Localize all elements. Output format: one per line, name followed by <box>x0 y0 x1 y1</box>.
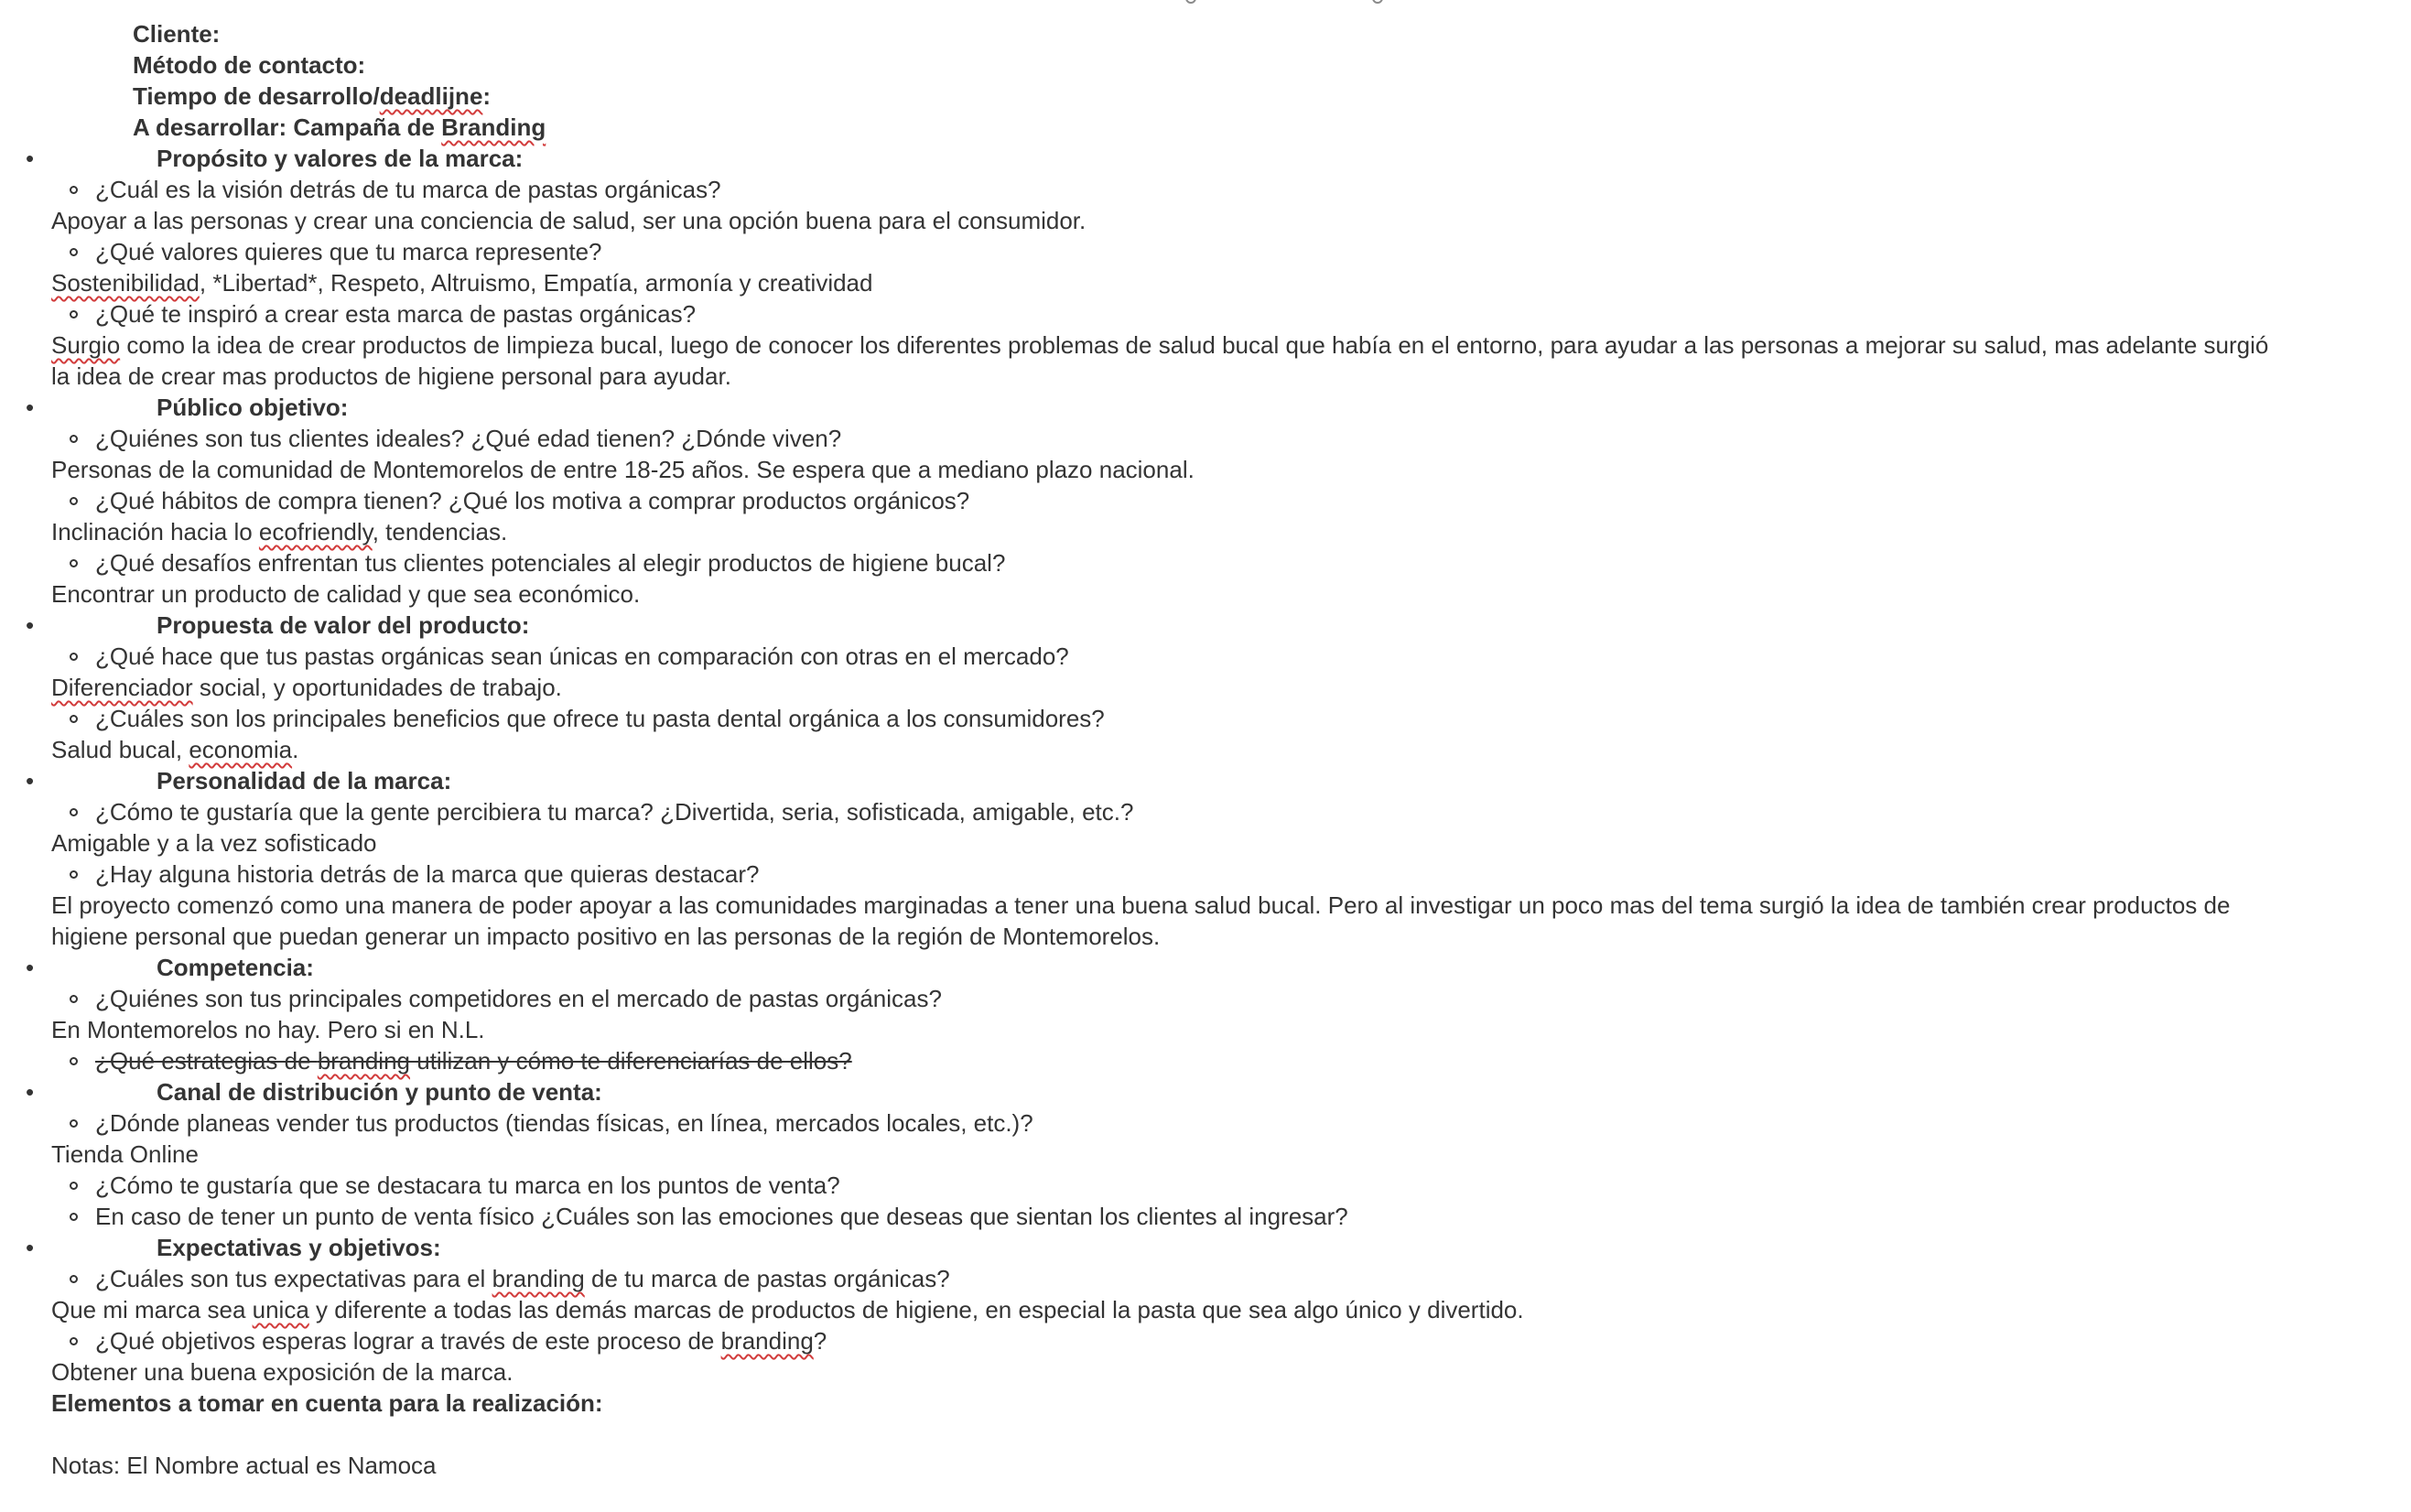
answer-content: y diferente a todas las demás marcas de productos de higiene, en especial la pasta que sea algo único y divertido. <box>308 1296 1524 1323</box>
contact-method-label: Método de contacto: <box>133 51 366 79</box>
circle-bullet-icon <box>70 715 78 723</box>
circle-bullet-icon <box>70 653 78 661</box>
answer-content: Salud bucal, <box>51 736 189 763</box>
bullet-icon: • <box>26 611 35 639</box>
answer-content: Que mi marca sea <box>51 1296 253 1323</box>
question-text: ¿Cómo te gustaría que se destacara tu marca en los puntos de venta? <box>95 1172 840 1199</box>
question-text: ¿Quiénes son tus principales competidores en el mercado de pastas orgánicas? <box>95 985 942 1012</box>
question-item <box>0 1201 2411 1232</box>
contact-method-line <box>0 49 2411 81</box>
misspelled-word: Sostenibilidad <box>51 269 200 297</box>
section-title: Propuesta de valor del producto: <box>157 611 530 639</box>
question-text: En caso de tener un punto de venta físico ¿Cuáles son las emociones que deseas que sientan los clientes al ingresar? <box>95 1203 1348 1230</box>
bullet-icon: • <box>26 145 35 172</box>
question-text: ¿Cómo te gustaría que la gente percibiera tu marca? ¿Divertida, seria, sofisticada, amigable, etc.? <box>95 798 1134 826</box>
answer-text <box>0 1356 2411 1388</box>
document-body[interactable] <box>0 18 2411 1481</box>
circle-bullet-icon <box>70 186 78 194</box>
section-title: Competencia: <box>157 954 314 981</box>
answer-content: Encontrar un producto de calidad y que sea económico. <box>51 580 641 608</box>
bullet-icon: • <box>26 767 35 794</box>
misspelled-word: economia <box>189 736 293 763</box>
fragment-mark-right <box>1372 0 1383 4</box>
answer-content: , *Libertad*, Respeto, Altruismo, Empatía, armonía y creatividad <box>199 269 873 297</box>
question-text: ¿Cuáles son tus expectativas para el <box>95 1265 492 1292</box>
misspelled-word: Diferenciador <box>51 674 193 701</box>
section-purpose-values <box>0 143 2411 174</box>
answer-text <box>0 578 2411 610</box>
question-text: ¿Qué estrategias de <box>95 1047 318 1075</box>
question-item <box>0 796 2411 827</box>
answer-text <box>0 1014 2411 1045</box>
circle-bullet-icon <box>70 435 78 443</box>
answer-text <box>0 205 2411 236</box>
circle-bullet-icon <box>70 1119 78 1128</box>
question-text: ¿Qué te inspiró a crear esta marca de pastas orgánicas? <box>95 300 697 328</box>
question-item <box>0 423 2411 454</box>
answer-text <box>0 329 2411 361</box>
answer-text-continued <box>0 921 2411 952</box>
develop-line <box>0 112 2411 143</box>
circle-bullet-icon <box>70 1057 78 1065</box>
answer-text <box>0 267 2411 298</box>
circle-bullet-icon <box>70 870 78 879</box>
answer-content: Obtener una buena exposición de la marca. <box>51 1358 514 1386</box>
question-text: ¿Qué desafíos enfrentan tus clientes potenciales al elegir productos de higiene bucal? <box>95 549 1006 577</box>
question-item <box>0 1325 2411 1356</box>
answer-text <box>0 454 2411 485</box>
answer-content: la idea de crear mas productos de higiene personal para ayudar. <box>51 362 731 390</box>
answer-content: Tienda Online <box>51 1140 199 1168</box>
question-item <box>0 703 2411 734</box>
elements-heading <box>0 1388 2411 1419</box>
question-item <box>0 485 2411 516</box>
circle-bullet-icon <box>70 1182 78 1190</box>
section-title: Canal de distribución y punto de venta: <box>157 1078 602 1106</box>
answer-text <box>0 516 2411 547</box>
misspelled-word: unica <box>252 1296 309 1323</box>
section-competition <box>0 952 2411 983</box>
question-text: ¿Qué valores quieres que tu marca represente? <box>95 238 602 265</box>
notes-line <box>0 1450 2411 1481</box>
answer-text <box>0 1139 2411 1170</box>
deadline-misspelled-word: deadlijne <box>379 82 483 110</box>
circle-bullet-icon <box>70 310 78 319</box>
misspelled-word: Surgio <box>51 331 121 359</box>
bullet-icon: • <box>26 1078 35 1106</box>
branding-word: Branding <box>441 113 546 141</box>
client-label: Cliente: <box>133 20 221 48</box>
bullet-icon: • <box>26 1234 35 1261</box>
question-text: utilizan y cómo te diferenciarías de ellos? <box>410 1047 852 1075</box>
notes-text: Notas: El Nombre actual es Namoca <box>51 1452 437 1479</box>
question-text: ¿Qué hábitos de compra tienen? ¿Qué los motiva a comprar productos orgánicos? <box>95 487 970 514</box>
question-text: ¿Quiénes son tus clientes ideales? ¿Qué edad tienen? ¿Dónde viven? <box>95 425 842 452</box>
deadline-colon: : <box>482 82 492 110</box>
clipped-top-fragment <box>1185 0 1387 4</box>
section-value-proposition <box>0 610 2411 641</box>
answer-text <box>0 827 2411 859</box>
deadline-label: Tiempo de desarrollo/ <box>133 82 380 110</box>
section-title: Expectativas y objetivos: <box>157 1234 441 1261</box>
question-text: de tu marca de pastas orgánicas? <box>584 1265 950 1292</box>
question-item <box>0 859 2411 890</box>
develop-label: A desarrollar: Campaña de <box>133 113 442 141</box>
answer-text <box>0 890 2411 921</box>
question-text: ¿Qué hace que tus pastas orgánicas sean únicas en comparación con otras en el mercado? <box>95 643 1069 670</box>
answer-content: Personas de la comunidad de Montemorelos de entre 18-25 años. Se espera que a mediano plazo nacional. <box>51 456 1195 483</box>
question-item <box>0 641 2411 672</box>
section-title: Propósito y valores de la marca: <box>157 145 524 172</box>
question-item <box>0 1263 2411 1294</box>
answer-text <box>0 672 2411 703</box>
question-item <box>0 298 2411 329</box>
client-line <box>0 18 2411 49</box>
section-target-audience <box>0 392 2411 423</box>
answer-text <box>0 1294 2411 1325</box>
answer-content: . <box>292 736 299 763</box>
section-brand-personality <box>0 765 2411 796</box>
question-text: ¿Cuál es la visión detrás de tu marca de pastas orgánicas? <box>95 176 721 203</box>
misspelled-word: branding <box>317 1047 411 1075</box>
section-title: Personalidad de la marca: <box>157 767 452 794</box>
answer-content: Amigable y a la vez sofisticado <box>51 829 377 857</box>
section-distribution-channel <box>0 1076 2411 1107</box>
deadline-line <box>0 81 2411 112</box>
section-expectations-goals <box>0 1232 2411 1263</box>
question-item-struck <box>0 1045 2411 1076</box>
question-text: ¿Hay alguna historia detrás de la marca que quieras destacar? <box>95 860 760 888</box>
question-text: ¿Qué objetivos esperas lograr a través de este proceso de <box>95 1327 721 1355</box>
circle-bullet-icon <box>70 1213 78 1221</box>
question-item <box>0 236 2411 267</box>
circle-bullet-icon <box>70 497 78 505</box>
answer-content: social, y oportunidades de trabajo. <box>192 674 562 701</box>
answer-text <box>0 734 2411 765</box>
elements-heading-text: Elementos a tomar en cuenta para la realización: <box>51 1389 603 1417</box>
misspelled-word: branding <box>492 1265 585 1292</box>
answer-content: Apoyar a las personas y crear una conciencia de salud, ser una opción buena para el consumidor. <box>51 207 1087 234</box>
answer-content: higiene personal que puedan generar un impacto positivo en las personas de la región de Montemorelos. <box>51 923 1161 950</box>
answer-content: , tendencias. <box>372 518 508 545</box>
answer-content: En Montemorelos no hay. Pero si en N.L. <box>51 1016 485 1043</box>
bullet-icon: • <box>26 394 35 421</box>
question-item <box>0 547 2411 578</box>
question-text: ? <box>813 1327 827 1355</box>
question-item <box>0 1107 2411 1139</box>
question-item <box>0 983 2411 1014</box>
circle-bullet-icon <box>70 559 78 567</box>
question-text: ¿Cuáles son los principales beneficios que ofrece tu pasta dental orgánica a los consumidores? <box>95 705 1105 732</box>
answer-content: Inclinación hacia lo <box>51 518 259 545</box>
section-title: Público objetivo: <box>157 394 349 421</box>
empty-line <box>0 1419 2411 1450</box>
circle-bullet-icon <box>70 248 78 256</box>
fragment-mark-left <box>1185 0 1196 4</box>
question-text: ¿Dónde planeas vender tus productos (tiendas físicas, en línea, mercados locales, etc.)? <box>95 1109 1033 1137</box>
answer-content: como la idea de crear productos de limpieza bucal, luego de conocer los diferentes problemas de salud bucal que había en el entorno, para ayudar a las personas a mejorar su salud, mas adelante surgió <box>120 331 2269 359</box>
question-item <box>0 1170 2411 1201</box>
bullet-icon: • <box>26 954 35 981</box>
circle-bullet-icon <box>70 808 78 816</box>
answer-content: El proyecto comenzó como una manera de poder apoyar a las comunidades marginadas a tener una buena salud bucal. Pero al investigar un poco mas del tema surgió la idea de también crear productos de <box>51 891 2231 919</box>
circle-bullet-icon <box>70 1337 78 1345</box>
question-item <box>0 174 2411 205</box>
misspelled-word: ecofriendly <box>258 518 373 545</box>
answer-text-continued <box>0 361 2411 392</box>
misspelled-word: branding <box>720 1327 814 1355</box>
circle-bullet-icon <box>70 995 78 1003</box>
circle-bullet-icon <box>70 1275 78 1283</box>
